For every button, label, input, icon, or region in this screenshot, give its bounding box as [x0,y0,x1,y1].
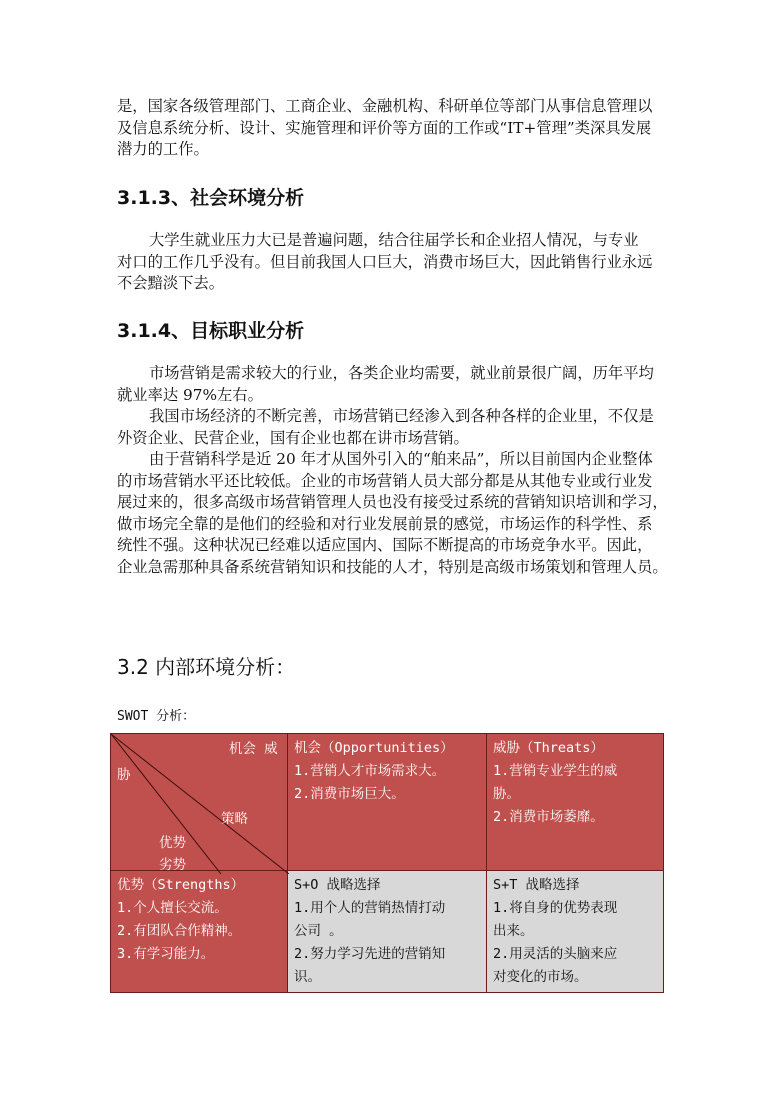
threats-cell [487,734,664,871]
opportunities-title: 机会（Opportunities） [294,740,454,756]
intro-paragraph [117,96,672,161]
corner-weakness-text: 劣势 [159,857,186,873]
st-title: S+T 战略选择 [493,877,580,893]
so-item: 公司 。 [294,923,343,939]
corner-strategy-text: 策略 [221,811,248,827]
swot-corner-cell [111,734,288,871]
threat-item: 2.消费市场萎靡。 [493,809,604,825]
swot-header-row [111,734,664,871]
target-line: 由于营销科学是近 20 年才从国外引入的“舶来品”，所以目前国内企业整体 [149,450,653,468]
opportunity-item: 1.营销人才市场需求大。 [294,763,446,779]
strength-item: 3.有学习能力。 [117,946,215,962]
opportunity-item: 2.消费市场巨大。 [294,786,405,802]
strength-item: 1.个人擅长交流。 [117,900,228,916]
intro-line: 潜力的工作。 [117,140,209,158]
st-item: 对变化的市场。 [493,969,588,985]
social-line: 大学生就业压力大已是普遍问题，结合往届学长和企业招人情况，与专业 [149,231,639,249]
strengths-title: 优势（Strengths） [117,877,245,893]
social-line: 不会黯淡下去。 [117,274,225,292]
threats-title: 威胁（Threats） [493,740,604,756]
so-strategy-cell [288,871,487,993]
social-env-paragraph [117,230,672,295]
heading-3-1-4: 3.1.4、目标职业分析 [117,320,305,342]
social-line: 对口的工作几乎没有。但目前我国人口巨大，消费市场巨大，因此销售行业永远 [117,252,653,271]
st-item: 2.用灵活的头脑来应 [493,946,618,962]
heading-3-2: 3.2 内部环境分析： [117,655,296,679]
swot-strength-row [111,871,664,993]
swot-table [110,733,664,993]
so-item: 2.努力学习先进的营销知 [294,946,446,962]
intro-line: 是，国家各级管理部门、工商企业、金融机构、科研单位等部门从事信息管理以 [117,97,653,115]
target-line: 统性不强。这种状况已经难以适应国内、国际不断提高的市场竞争水平。因此， [117,536,653,554]
target-line: 我国市场经济的不断完善，市场营销已经渗入到各种各样的企业里，不仅是 [149,407,654,425]
target-line: 市场营销是需求较大的行业，各类企业均需要，就业前景很广阔，历年平均 [149,364,654,382]
corner-strength-text: 优势 [159,835,186,851]
target-line: 外资企业、民营企业，国有企业也都在讲市场营销。 [117,428,469,447]
st-item: 出来。 [493,923,534,939]
threat-item: 胁。 [493,786,520,802]
corner-opp-threat-text: 机会 威 [229,741,278,757]
strengths-cell [111,871,288,993]
so-item: 识。 [294,969,321,985]
so-title: S+O 战略选择 [294,877,381,893]
strength-item: 2.有团队合作精神。 [117,923,242,939]
target-career-text [117,363,672,578]
target-line: 做市场完全靠的是他们的经验和对行业发展前景的感觉，市场运作的科学性、系 [117,514,653,533]
corner-threat-text: 胁 [117,767,131,783]
target-line: 展过来的，很多高级市场营销管理人员也没有接受过系统的营销知识培训和学习， [117,493,668,511]
opportunities-cell [288,734,487,871]
intro-line: 及信息系统分析、设计、实施管理和评价等方面的工作或“IT+管理”类深具发展 [117,118,652,137]
threat-item: 1.营销专业学生的威 [493,763,618,779]
so-item: 1.用个人的营销热情打动 [294,900,446,916]
st-item: 1.将自身的优势表现 [493,900,618,916]
heading-3-1-3: 3.1.3、社会环境分析 [117,187,305,209]
target-line: 就业率达 97%左右。 [117,385,263,404]
st-strategy-cell [487,871,664,993]
target-line: 企业急需那种具备系统营销知识和技能的人才，特别是高级市场策划和管理人员。 [117,557,668,576]
target-line: 的市场营销水平还比较低。企业的市场营销人员大部分都是从其他专业或行业发 [117,471,653,490]
swot-label: SWOT 分析： [117,709,196,724]
